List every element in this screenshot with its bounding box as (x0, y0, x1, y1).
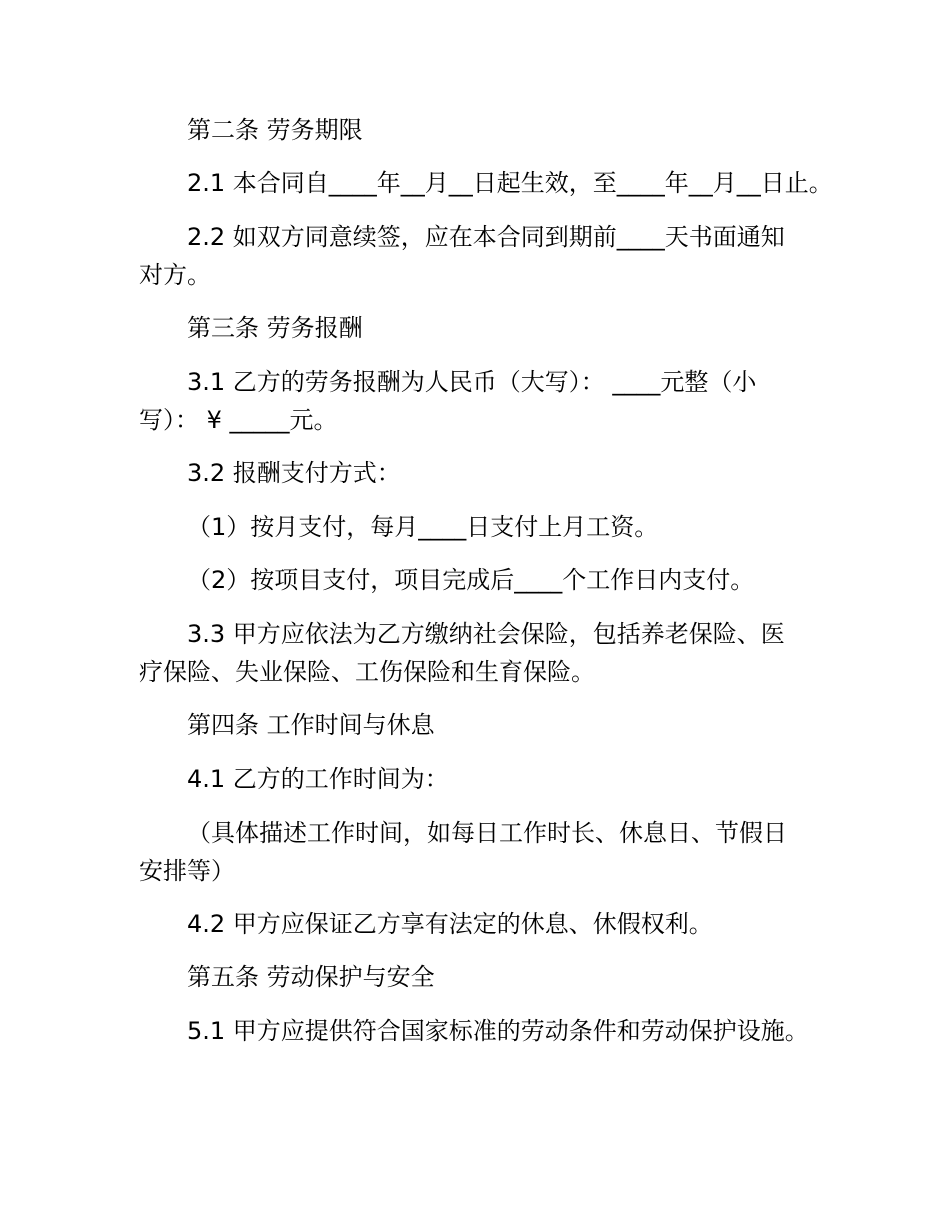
article-5-heading: 第五条 劳动保护与安全 (187, 963, 435, 991)
payment-option-1: （1）按月支付，每月____日支付上月工资。 (187, 513, 659, 541)
clause-2-1: 2.1 本合同自____年__月__日起生效，至____年__月__日止。 (187, 169, 833, 197)
clause-5-1: 5.1 甲方应提供符合国家标准的劳动条件和劳动保护设施。 (187, 1017, 809, 1045)
clause-4-2: 4.2 甲方应保证乙方享有法定的休息、休假权利。 (187, 910, 713, 938)
article-3-heading: 第三条 劳务报酬 (187, 314, 363, 342)
clause-3-1-continued: 写）： ¥ _____元。 (139, 406, 338, 434)
clause-3-3: 3.3 甲方应依法为乙方缴纳社会保险，包括养老保险、医 (187, 620, 785, 648)
article-2-heading: 第二条 劳务期限 (187, 116, 363, 144)
clause-2-2-continued: 对方。 (139, 261, 211, 289)
clause-3-1: 3.1 乙方的劳务报酬为人民币（大写）： ____元整（小 (187, 368, 757, 396)
clause-3-3-continued: 疗保险、失业保险、工伤保险和生育保险。 (139, 658, 595, 686)
clause-4-1: 4.1 乙方的工作时间为： (187, 765, 449, 793)
payment-option-2: （2）按项目支付，项目完成后____个工作日内支付。 (187, 566, 755, 594)
article-4-heading: 第四条 工作时间与休息 (187, 711, 435, 739)
clause-3-2: 3.2 报酬支付方式： (187, 459, 401, 487)
clause-4-1-description: （具体描述工作时间，如每日工作时长、休息日、节假日 (187, 819, 787, 847)
clause-2-2: 2.2 如双方同意续签，应在本合同到期前____天书面通知 (187, 223, 785, 251)
clause-4-1-description-continued: 安排等） (139, 857, 235, 885)
